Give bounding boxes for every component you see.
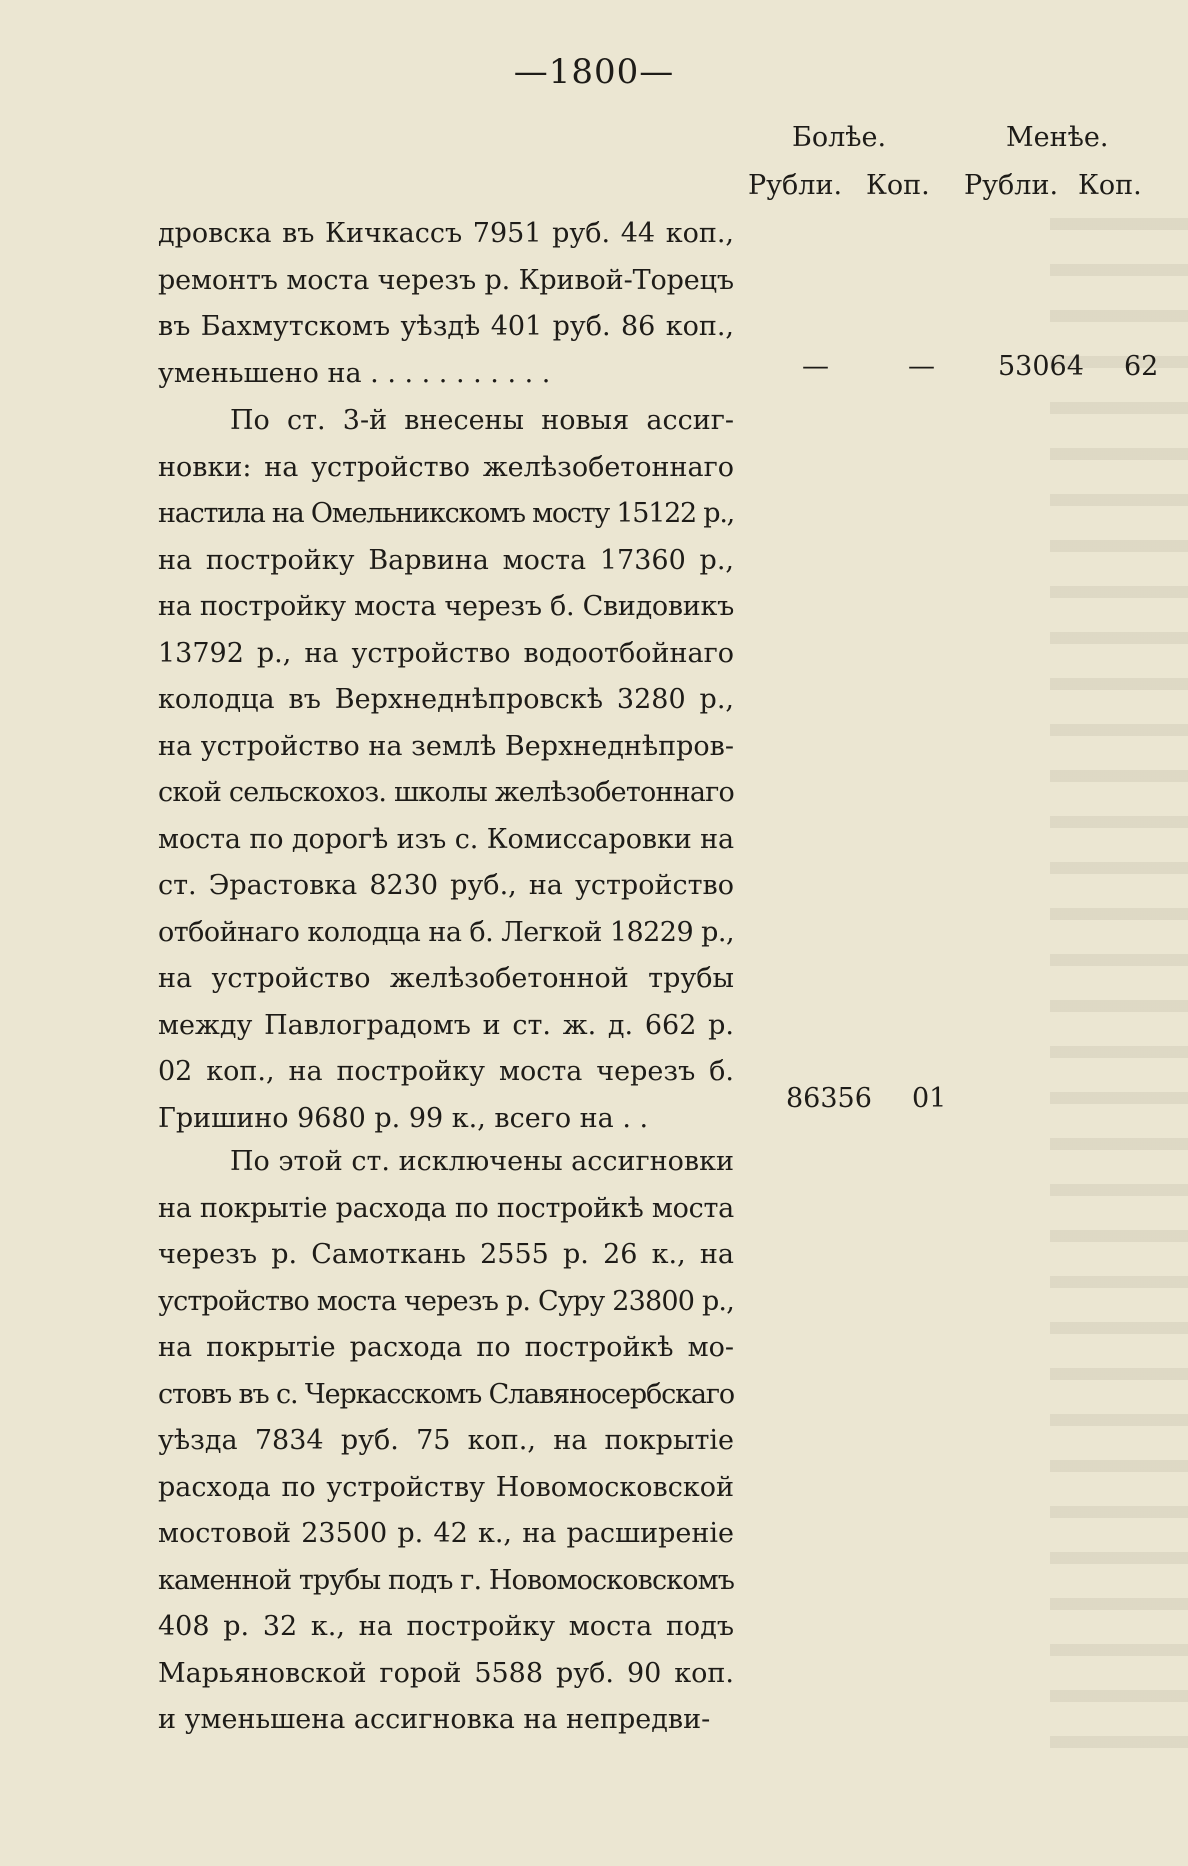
text-line: на покрытіе расхода по постройкѣ мо- bbox=[158, 1332, 734, 1363]
text-line: на устройство на землѣ Верхнеднѣпров- bbox=[158, 730, 734, 762]
text-line: По ст. 3-й внесены новыя ассиг- bbox=[230, 405, 734, 436]
show-through-bleed bbox=[1050, 200, 1188, 1760]
column-header-more: Болѣе. bbox=[792, 122, 887, 153]
text-line: на покрытіе расхода по постройкѣ моста bbox=[158, 1192, 734, 1224]
text-line: Марьяновской горой 5588 руб. 90 коп. bbox=[158, 1657, 734, 1689]
text-line: уменьшено на . . . . . . . . . . . bbox=[158, 357, 551, 389]
text-line: настила на Омельникскомъ мосту 15122 р., bbox=[158, 498, 734, 529]
amount-less-rubles-1: 53064 bbox=[998, 351, 1084, 382]
text-line: уѣзда 7834 руб. 75 коп., на покрытіе bbox=[158, 1425, 734, 1456]
paragraph-3 bbox=[158, 1139, 734, 1744]
text-line: ст. Эрастовка 8230 руб., на устройство bbox=[158, 870, 734, 901]
text-line: новки: на устройство желѣзобетоннаго bbox=[158, 451, 734, 483]
amount-less-kop-1: 62 bbox=[1124, 351, 1159, 382]
text-line: ской сельскохоз. школы желѣзобетоннаго bbox=[158, 777, 734, 808]
text-line: отбойнаго колодца на б. Легкой 18229 р., bbox=[158, 916, 734, 948]
text-line: устройство моста черезъ р. Суру 23800 р., bbox=[158, 1285, 734, 1317]
column-header-kop-less: Коп. bbox=[1078, 170, 1142, 201]
text-line: 02 коп., на постройку моста черезъ б. bbox=[158, 1056, 734, 1087]
column-header-kop-more: Коп. bbox=[866, 170, 930, 201]
text-line: на постройку моста черезъ б. Свидовикъ bbox=[158, 591, 734, 622]
paragraph-1 bbox=[158, 211, 734, 397]
text-line: ремонтъ моста черезъ р. Кривой-Торецъ bbox=[158, 264, 734, 296]
text-line: моста по дорогѣ изъ с. Комиссаровки на bbox=[158, 823, 734, 855]
amount-more-kop-1: — bbox=[908, 351, 935, 382]
page-number: —1800— bbox=[513, 52, 675, 92]
amount-more-rubles-1: — bbox=[802, 351, 829, 382]
text-line: каменной трубы подъ г. Новомосковскомъ bbox=[158, 1564, 734, 1596]
text-line: 408 р. 32 к., на постройку моста подъ bbox=[158, 1611, 734, 1642]
amount-more-kop-2: 01 bbox=[912, 1083, 947, 1114]
text-line: По этой ст. исключены ассигновки bbox=[230, 1146, 734, 1177]
amount-more-rubles-2: 86356 bbox=[786, 1083, 872, 1114]
column-header-rubles-less: Рубли. bbox=[964, 170, 1059, 201]
text-line: 13792 р., на устройство водоотбойнаго bbox=[158, 637, 734, 669]
text-line: черезъ р. Самоткань 2555 р. 26 к., на bbox=[158, 1239, 734, 1270]
text-line: колодца въ Верхнеднѣпровскѣ 3280 р., bbox=[158, 684, 734, 715]
text-line: стовъ въ с. Черкасскомъ Славяносербскаго bbox=[158, 1378, 734, 1410]
text-line: Гришино 9680 р. 99 к., всего на . . bbox=[158, 1102, 649, 1134]
text-line: между Павлоградомъ и ст. ж. д. 662 р. bbox=[158, 1009, 734, 1041]
text-line: на устройство желѣзобетонной трубы bbox=[158, 963, 734, 994]
text-line: и уменьшена ассигновка на непредви- bbox=[158, 1704, 711, 1735]
text-line: въ Бахмутскомъ уѣздѣ 401 руб. 86 коп., bbox=[158, 311, 734, 342]
column-header-rubles-more: Рубли. bbox=[748, 170, 843, 201]
text-line: расхода по устройству Новомосковской bbox=[158, 1471, 734, 1503]
column-header-less: Менѣе. bbox=[1006, 122, 1109, 153]
paragraph-2 bbox=[158, 398, 734, 1142]
text-line: дровска въ Кичкассъ 7951 руб. 44 коп., bbox=[158, 218, 734, 249]
text-line: мостовой 23500 р. 42 к., на расширеніе bbox=[158, 1518, 734, 1549]
text-line: на постройку Варвина моста 17360 р., bbox=[158, 544, 734, 576]
